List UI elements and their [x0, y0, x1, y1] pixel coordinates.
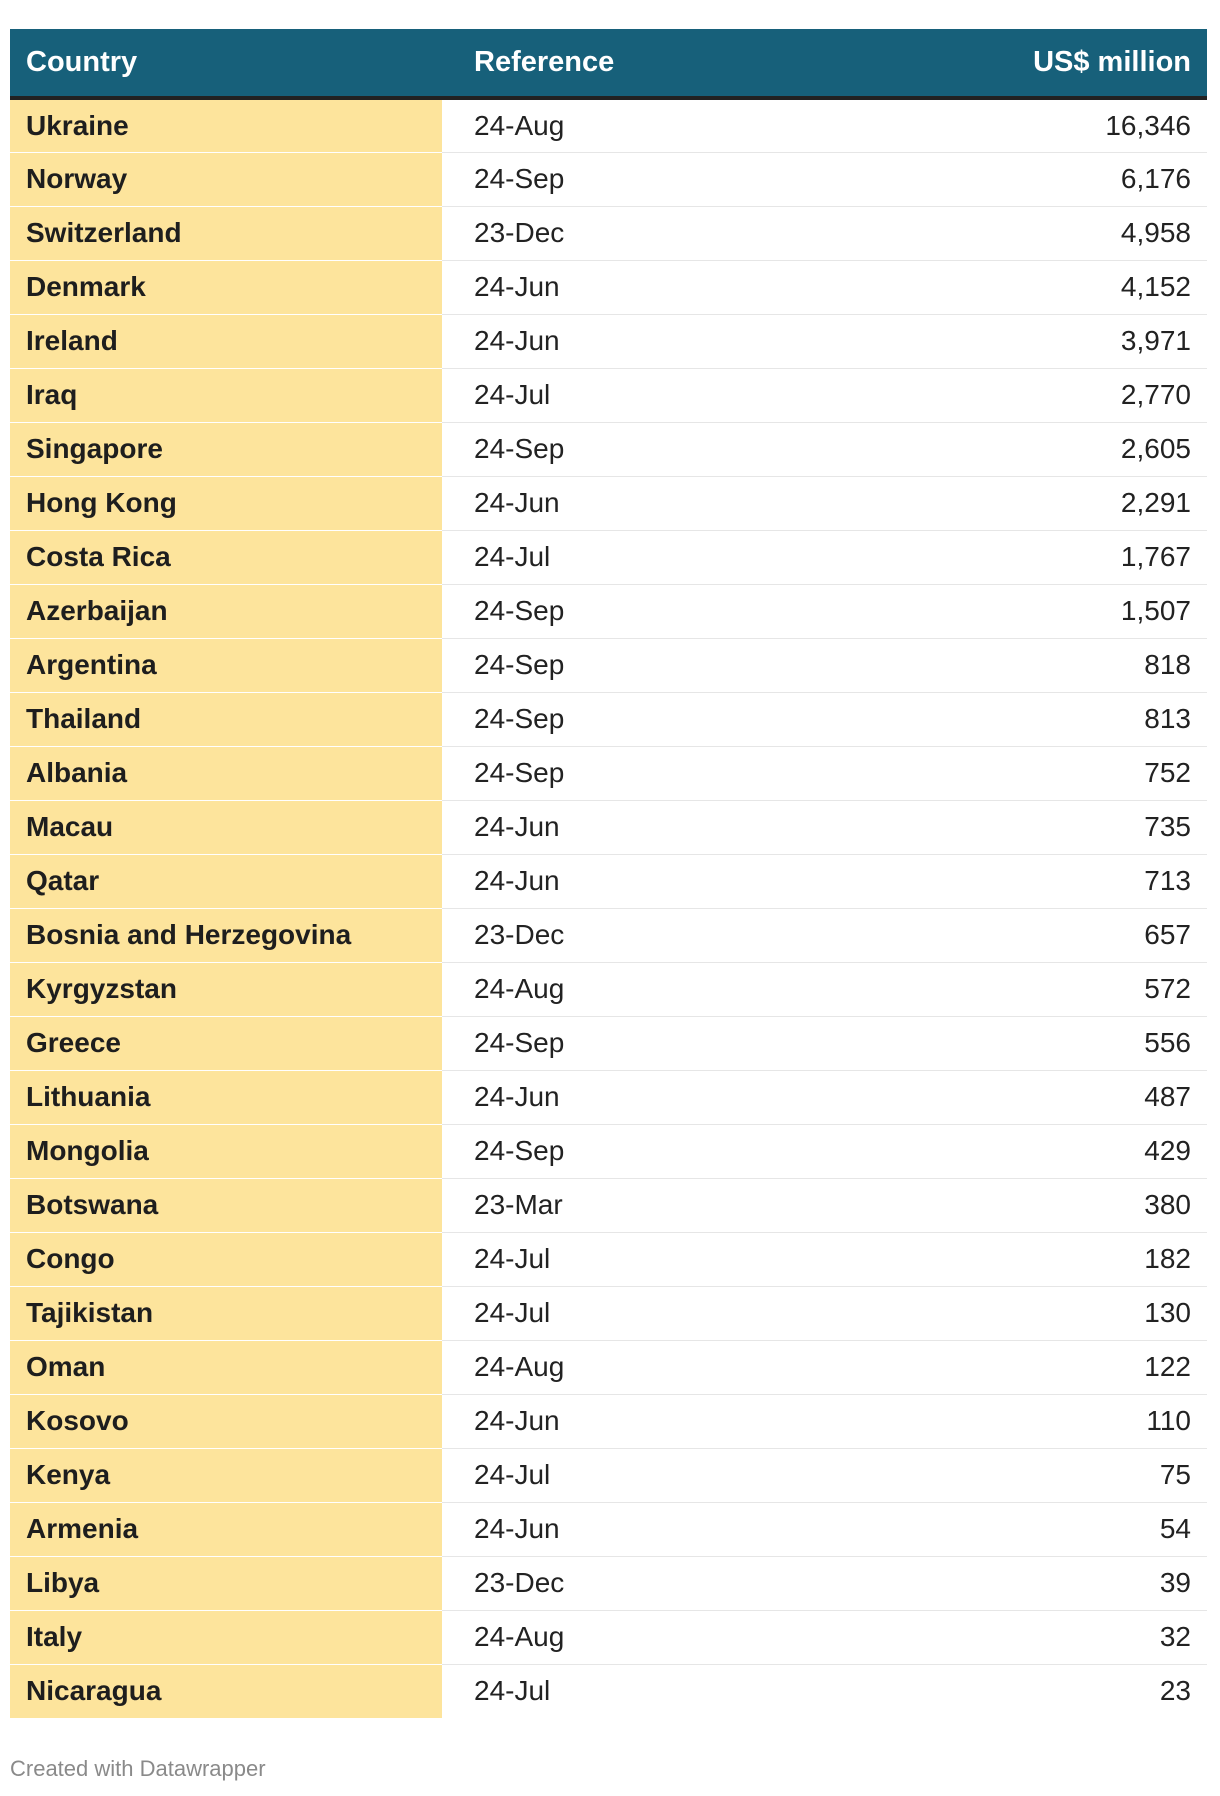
cell-reference: 24-Jul	[442, 1448, 822, 1502]
cell-reference: 24-Aug	[442, 962, 822, 1016]
cell-reference: 23-Dec	[442, 206, 822, 260]
table-row	[10, 1340, 1207, 1394]
table-row	[10, 260, 1207, 314]
cell-country: Costa Rica	[10, 530, 442, 584]
datawrapper-credit[interactable]: Created with Datawrapper	[10, 1756, 266, 1781]
column-header-reference[interactable]: Reference	[442, 29, 822, 98]
cell-country: Libya	[10, 1556, 442, 1610]
cell-value: 818	[822, 638, 1207, 692]
cell-country: Macau	[10, 800, 442, 854]
cell-reference: 24-Aug	[442, 1610, 822, 1664]
table-row	[10, 422, 1207, 476]
cell-country: Ukraine	[10, 98, 442, 152]
cell-reference: 24-Sep	[442, 1016, 822, 1070]
cell-value: 380	[822, 1178, 1207, 1232]
cell-country: Bosnia and Herzegovina	[10, 908, 442, 962]
cell-country: Iraq	[10, 368, 442, 422]
cell-value: 39	[822, 1556, 1207, 1610]
table-row	[10, 1178, 1207, 1232]
table-row	[10, 746, 1207, 800]
cell-reference: 23-Dec	[442, 1556, 822, 1610]
cell-reference: 24-Jun	[442, 476, 822, 530]
table-row	[10, 584, 1207, 638]
cell-value: 429	[822, 1124, 1207, 1178]
cell-country: Norway	[10, 152, 442, 206]
cell-reference: 24-Aug	[442, 1340, 822, 1394]
cell-reference: 24-Jun	[442, 1394, 822, 1448]
table-row	[10, 1502, 1207, 1556]
table-header-row	[10, 29, 1207, 98]
cell-value: 6,176	[822, 152, 1207, 206]
cell-reference: 24-Jun	[442, 260, 822, 314]
cell-reference: 24-Sep	[442, 692, 822, 746]
cell-country: Singapore	[10, 422, 442, 476]
cell-country: Armenia	[10, 1502, 442, 1556]
table-row	[10, 1016, 1207, 1070]
cell-reference: 24-Jun	[442, 1070, 822, 1124]
cell-value: 110	[822, 1394, 1207, 1448]
cell-reference: 24-Jun	[442, 800, 822, 854]
table-row	[10, 1232, 1207, 1286]
cell-country: Kosovo	[10, 1394, 442, 1448]
cell-country: Lithuania	[10, 1070, 442, 1124]
cell-value: 122	[822, 1340, 1207, 1394]
cell-reference: 23-Dec	[442, 908, 822, 962]
cell-value: 182	[822, 1232, 1207, 1286]
table-row	[10, 854, 1207, 908]
table-body	[10, 98, 1207, 1718]
cell-country: Nicaragua	[10, 1664, 442, 1718]
table-row	[10, 908, 1207, 962]
table-row	[10, 1610, 1207, 1664]
cell-country: Azerbaijan	[10, 584, 442, 638]
cell-country: Qatar	[10, 854, 442, 908]
cell-reference: 24-Jul	[442, 1232, 822, 1286]
table-row	[10, 152, 1207, 206]
cell-reference: 24-Sep	[442, 1124, 822, 1178]
table-row	[10, 368, 1207, 422]
cell-country: Albania	[10, 746, 442, 800]
cell-value: 735	[822, 800, 1207, 854]
table-row	[10, 98, 1207, 152]
cell-reference: 24-Jul	[442, 530, 822, 584]
cell-reference: 24-Jun	[442, 854, 822, 908]
cell-country: Congo	[10, 1232, 442, 1286]
table-row	[10, 476, 1207, 530]
cell-country: Greece	[10, 1016, 442, 1070]
table-header	[10, 29, 1207, 98]
table-row	[10, 1124, 1207, 1178]
cell-country: Denmark	[10, 260, 442, 314]
cell-country: Oman	[10, 1340, 442, 1394]
cell-value: 2,291	[822, 476, 1207, 530]
table-row	[10, 1664, 1207, 1718]
cell-value: 556	[822, 1016, 1207, 1070]
cell-value: 16,346	[822, 98, 1207, 152]
cell-value: 4,152	[822, 260, 1207, 314]
cell-reference: 24-Sep	[442, 638, 822, 692]
cell-reference: 24-Sep	[442, 152, 822, 206]
cell-country: Botswana	[10, 1178, 442, 1232]
table-row	[10, 1556, 1207, 1610]
cell-value: 657	[822, 908, 1207, 962]
table-row	[10, 314, 1207, 368]
cell-value: 3,971	[822, 314, 1207, 368]
cell-country: Switzerland	[10, 206, 442, 260]
cell-country: Hong Kong	[10, 476, 442, 530]
column-header-value[interactable]: US$ million	[822, 29, 1207, 98]
cell-value: 130	[822, 1286, 1207, 1340]
cell-country: Italy	[10, 1610, 442, 1664]
cell-reference: 23-Mar	[442, 1178, 822, 1232]
column-header-country[interactable]: Country	[10, 29, 442, 98]
cell-reference: 24-Jul	[474, 1675, 551, 1707]
table-row	[10, 1448, 1207, 1502]
cell-value: 4,958	[822, 206, 1207, 260]
cell-country: Ireland	[10, 314, 442, 368]
table-row	[10, 1070, 1207, 1124]
cell-reference: 24-Aug	[442, 98, 822, 152]
cell-country: Mongolia	[10, 1124, 442, 1178]
cell-value: 713	[822, 854, 1207, 908]
cell-value: 1,507	[822, 584, 1207, 638]
cell-value: 23	[1159, 1675, 1191, 1707]
cell-value: 2,770	[822, 368, 1207, 422]
cell-country: Kenya	[10, 1448, 442, 1502]
cell-value: 2,605	[822, 422, 1207, 476]
cell-reference: 24-Jun	[442, 1502, 822, 1556]
cell-country: Kyrgyzstan	[10, 962, 442, 1016]
cell-value: 75	[822, 1448, 1207, 1502]
cell-value: 487	[822, 1070, 1207, 1124]
cell-country: Argentina	[10, 638, 442, 692]
table-row	[10, 638, 1207, 692]
cell-value: 54	[822, 1502, 1207, 1556]
table-row	[10, 1394, 1207, 1448]
cell-reference: 24-Sep	[442, 746, 822, 800]
cell-value: 752	[822, 746, 1207, 800]
cell-country: Tajikistan	[10, 1286, 442, 1340]
cell-value: 1,767	[822, 530, 1207, 584]
table-row	[10, 206, 1207, 260]
table-row	[10, 692, 1207, 746]
table-row	[10, 800, 1207, 854]
cell-reference: 24-Jul	[442, 1286, 822, 1340]
cell-country: Thailand	[10, 692, 442, 746]
data-table	[10, 29, 1207, 1718]
cell-value: 32	[822, 1610, 1207, 1664]
data-table-container	[10, 29, 1207, 1718]
cell-reference: 24-Jun	[442, 314, 822, 368]
cell-reference: 24-Sep	[442, 422, 822, 476]
table-row	[10, 1286, 1207, 1340]
cell-reference: 24-Jul	[442, 368, 822, 422]
table-row	[10, 962, 1207, 1016]
cell-reference: 24-Sep	[442, 584, 822, 638]
table-row	[10, 530, 1207, 584]
cell-value: 813	[822, 692, 1207, 746]
cell-value: 572	[822, 962, 1207, 1016]
